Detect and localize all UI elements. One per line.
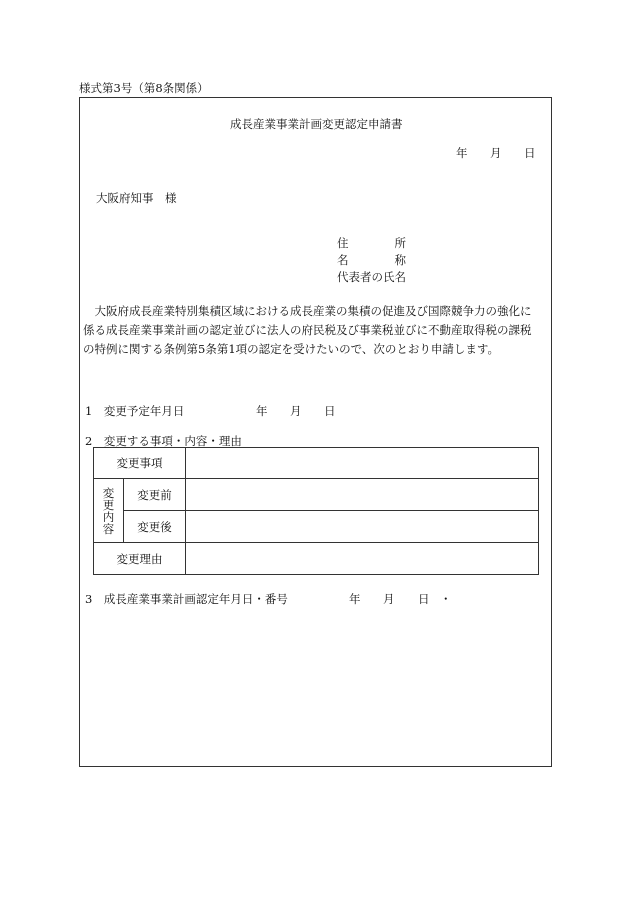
before-change-value[interactable] xyxy=(186,479,539,511)
date-month: 月 xyxy=(490,146,502,160)
after-change-value[interactable] xyxy=(186,511,539,543)
application-statement xyxy=(83,302,553,359)
group-char: 容 xyxy=(102,521,115,536)
date-year: 年 xyxy=(456,146,468,160)
item-1-label: 1 変更予定年月日 xyxy=(85,404,185,418)
statement-line: 大阪府成長産業特別集積区域における成長産業の集積の促進及び国際競争力の強化に xyxy=(83,304,532,318)
item-3-day: 日 xyxy=(418,592,430,606)
change-reason-value[interactable] xyxy=(186,543,539,575)
item-3-label: 3 成長産業事業計画認定年月日・番号 xyxy=(85,592,288,606)
table-row xyxy=(94,511,539,543)
change-table xyxy=(93,447,539,575)
item-1-year: 年 xyxy=(256,404,268,418)
item-2-label: 2 変更する事項・内容・理由 xyxy=(85,434,242,448)
change-reason-label: 変更理由 xyxy=(94,543,186,575)
statement-line: 係る成長産業事業計画の認定並びに法人の府民税及び事業税並びに不動産取得税の課税 xyxy=(83,323,532,337)
change-matter-value[interactable] xyxy=(186,448,539,479)
group-char: 内 xyxy=(102,509,115,524)
item-1-month: 月 xyxy=(290,404,302,418)
item-1-day: 日 xyxy=(324,404,336,418)
change-content-group-label xyxy=(94,479,124,543)
statement-line: の特例に関する条例第5条第1項の認定を受けたいので、次のとおり申請します。 xyxy=(83,342,499,356)
address-label: 住 所 xyxy=(337,236,406,250)
table-row xyxy=(94,479,539,511)
name-label: 名 称 xyxy=(337,253,406,267)
table-row xyxy=(94,543,539,575)
document-title: 成長産業事業計画変更認定申請書 xyxy=(230,117,403,131)
change-matter-label: 変更事項 xyxy=(94,448,186,479)
representative-label: 代表者の氏名 xyxy=(337,270,406,284)
after-change-label: 変更後 xyxy=(124,511,186,543)
table-row xyxy=(94,448,539,479)
group-char: 更 xyxy=(102,497,115,512)
item-3-dot: ・ xyxy=(440,592,452,606)
addressee: 大阪府知事 様 xyxy=(96,191,177,205)
group-char: 変 xyxy=(102,485,115,500)
before-change-label: 変更前 xyxy=(124,479,186,511)
item-3-month: 月 xyxy=(383,592,395,606)
item-3-year: 年 xyxy=(349,592,361,606)
date-day: 日 xyxy=(524,146,536,160)
form-number: 様式第3号（第8条関係） xyxy=(79,81,209,95)
